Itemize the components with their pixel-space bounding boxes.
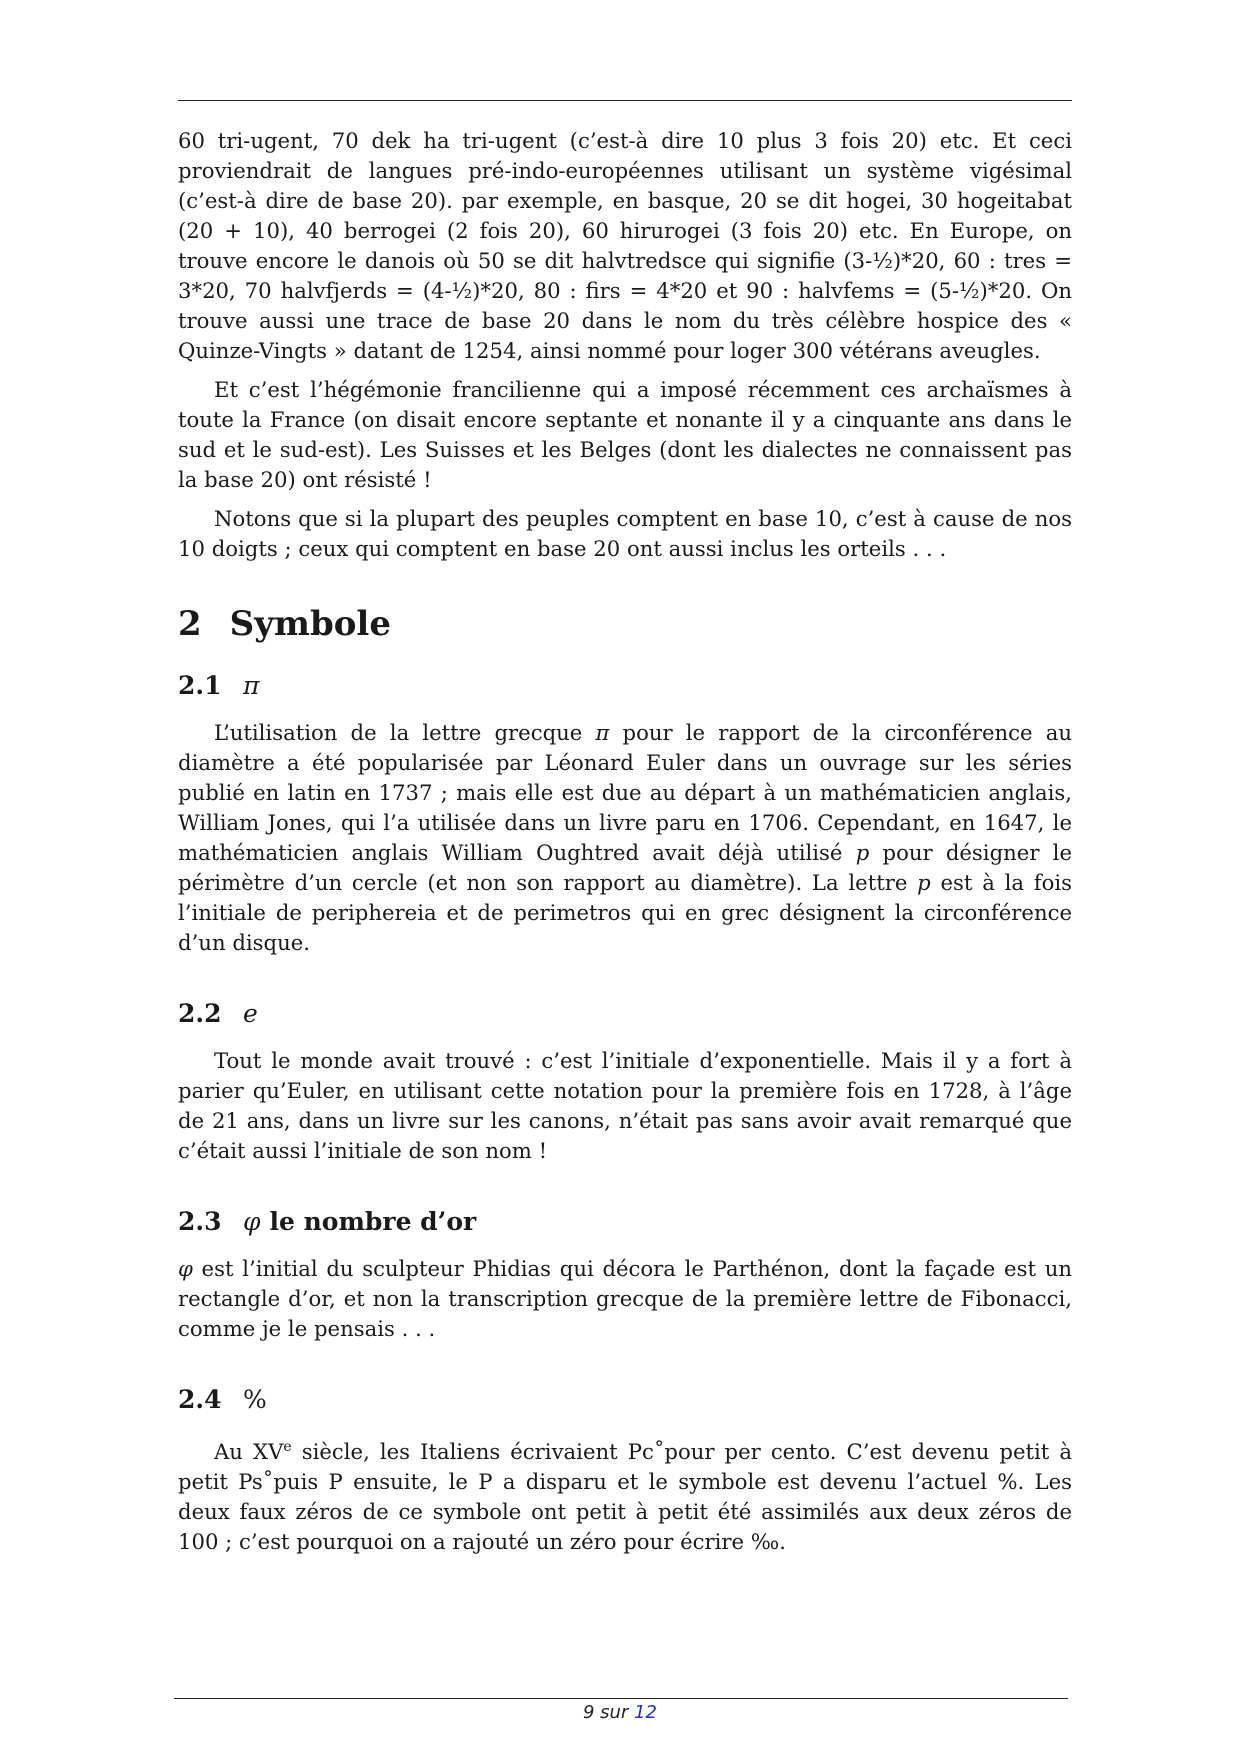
subsection-heading-pi <box>178 668 1072 704</box>
paragraph-percent: Au XVe siècle, les Italiens écrivaient Pc˚pour per cento. C’est devenu petit à petit Ps˚puis P ensuite, le P a disparu et le symbole est devenu l’actuel %. Les deux faux zéros de ce symbole ont petit à petit été assimilés aux deux zéros de 100 ; c’est pourquoi on a rajouté un zéro pour écrire ‰. <box>178 1439 1072 1555</box>
paragraph-vigesimal: 60 tri-ugent, 70 dek ha tri-ugent (c’est-à dire 10 plus 3 fois 20) etc. Et ceci proviendrait de langues pré-indo-européennes utilisant un système vigésimal (c’est-à dire de base 20). par exemple, en basque, 20 se dit hogei, 30 hogeitabat (20 + 10), 40 berrogei (2 fois 20), 60 hirurogei (3 fois 20) etc. En Europe, on trouve encore le danois où 50 se dit halvtredsce qui signifie (3-½)*20, 60 : tres = 3*20, 70 halvfjerds = (4-½)*20, 80 : firs = 4*20 et 90 : halvfems = (5-½)*20. On trouve aussi une trace de base 20 dans le nom du très célèbre hospice des « Quinze-Vingts » datant de 1254, ainsi nommé pour loger 300 vétérans aveugles. <box>178 128 1072 363</box>
subsection-heading-phi <box>178 1204 1072 1240</box>
subsection-symbol: π <box>243 671 260 700</box>
subsection-number: 2.3 <box>178 1207 222 1236</box>
subsection-number: 2.1 <box>178 671 222 700</box>
paragraph-pi: L’utilisation de la lettre grecque π pour le rapport de la circonférence au diamètre a été popularisée par Léonard Euler dans un ouvrage sur les séries publié en latin en 1737 ; mais elle est due au départ à un mathématicien anglais, William Jones, qui l’a utilisée dans un livre paru en 1706. Cependant, en 1647, le mathématicien anglais William Oughtred avait déjà utilisé p pour désigner le périmètre d’un cercle (et non son rapport au diamètre). La lettre p est à la fois l’initiale de periphereia et de perimetros qui en grec désignent la circonférence d’un disque. <box>178 720 1073 955</box>
subsection-symbol: % <box>243 1385 267 1414</box>
section-title: Symbole <box>229 604 391 644</box>
subsection-heading-percent <box>178 1382 1072 1418</box>
section-heading-symbole <box>178 602 1072 646</box>
subsection-title: le nombre d’or <box>269 1207 477 1236</box>
paragraph-fingers: Notons que si la plupart des peuples comptent en base 10, c’est à cause de nos 10 doigts ; ceux qui comptent en base 20 ont aussi inclus les orteils . . . <box>178 506 1072 561</box>
footer-rule <box>174 1698 1068 1699</box>
page-separator: sur <box>600 1702 629 1723</box>
section-number: 2 <box>178 604 202 644</box>
header-rule <box>178 100 1072 101</box>
paragraph-phi: φ est l’initial du sculpteur Phidias qui décora le Parthénon, dont la façade est un rectangle d’or, et non la transcription grecque de la première lettre de Fibonacci, comme je le pensais . . . <box>178 1256 1072 1341</box>
page-footer <box>0 1702 1240 1723</box>
subsection-symbol: e <box>243 999 258 1028</box>
subsection-number: 2.4 <box>178 1385 222 1414</box>
paragraph-e: Tout le monde avait trouvé : c’est l’initiale d’exponentielle. Mais il y a fort à parier qu’Euler, en utilisant cette notation pour la première fois en 1728, à l’âge de 21 ans, dans un livre sur les canons, n’était pas sans avoir avait remarqué que c’était aussi l’initiale de son nom ! <box>178 1048 1072 1163</box>
subsection-symbol: φ <box>243 1207 261 1236</box>
page-body <box>178 126 1072 1557</box>
total-pages-link[interactable]: 12 <box>634 1702 657 1723</box>
subsection-heading-e <box>178 996 1072 1032</box>
paragraph-hegemony: Et c’est l’hégémonie francilienne qui a imposé récemment ces archaïsmes à toute la France (on disait encore septante et nonante il y a cinquante ans dans le sud et le sud-est). Les Suisses et les Belges (dont les dialectes ne connaissent pas la base 20) ont résisté ! <box>178 377 1072 492</box>
current-page-number: 9 <box>582 1702 595 1723</box>
subsection-number: 2.2 <box>178 999 222 1028</box>
